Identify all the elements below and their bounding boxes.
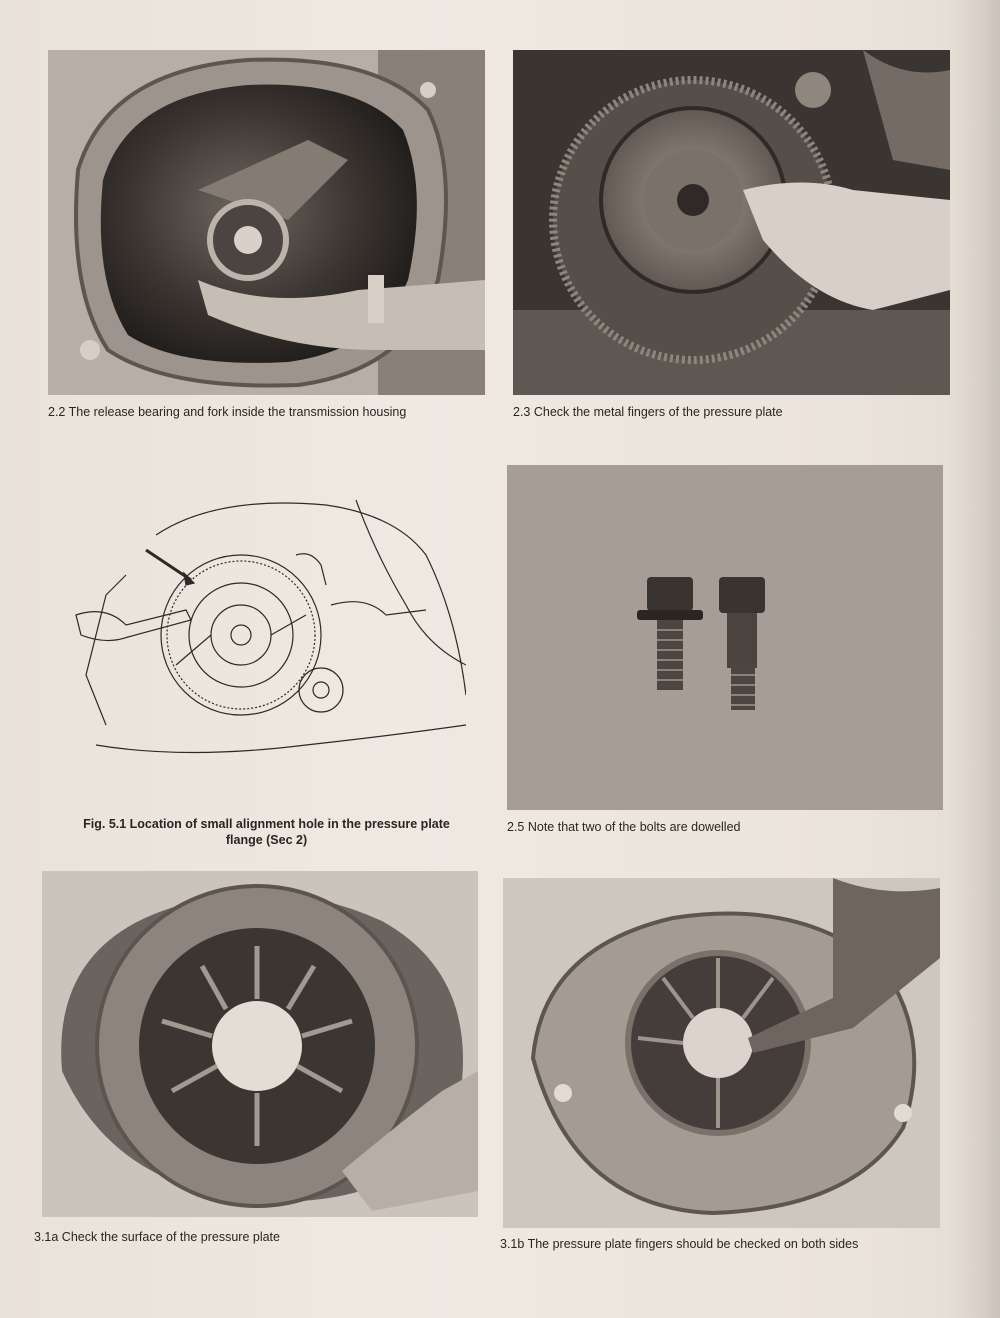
page-edge-shadow [948, 0, 1000, 1318]
caption-fig-5-1-line1: Fig. 5.1 Location of small alignment hole in the pressure plate [83, 817, 450, 831]
photo-pressure-plate-surface [42, 871, 478, 1217]
caption-2-5: 2.5 Note that two of the bolts are dowelled [507, 820, 741, 834]
caption-fig-5-1 [48, 816, 485, 848]
caption-fig-5-1-line2: flange (Sec 2) [225, 833, 308, 847]
diagram-alignment-hole [66, 495, 466, 765]
caption-2-3: 2.3 Check the metal fingers of the pressure plate [513, 405, 783, 419]
photo-release-bearing [48, 50, 485, 395]
caption-2-2: 2.2 The release bearing and fork inside the transmission housing [48, 405, 407, 419]
caption-3-1b: 3.1b The pressure plate fingers should be checked on both sides [500, 1237, 859, 1251]
photo-pressure-plate-fingers [513, 50, 950, 395]
caption-3-1a: 3.1a Check the surface of the pressure plate [34, 1230, 280, 1244]
photo-dowelled-bolts [507, 465, 943, 810]
photo-pressure-plate-fingers-both-sides [503, 878, 940, 1228]
